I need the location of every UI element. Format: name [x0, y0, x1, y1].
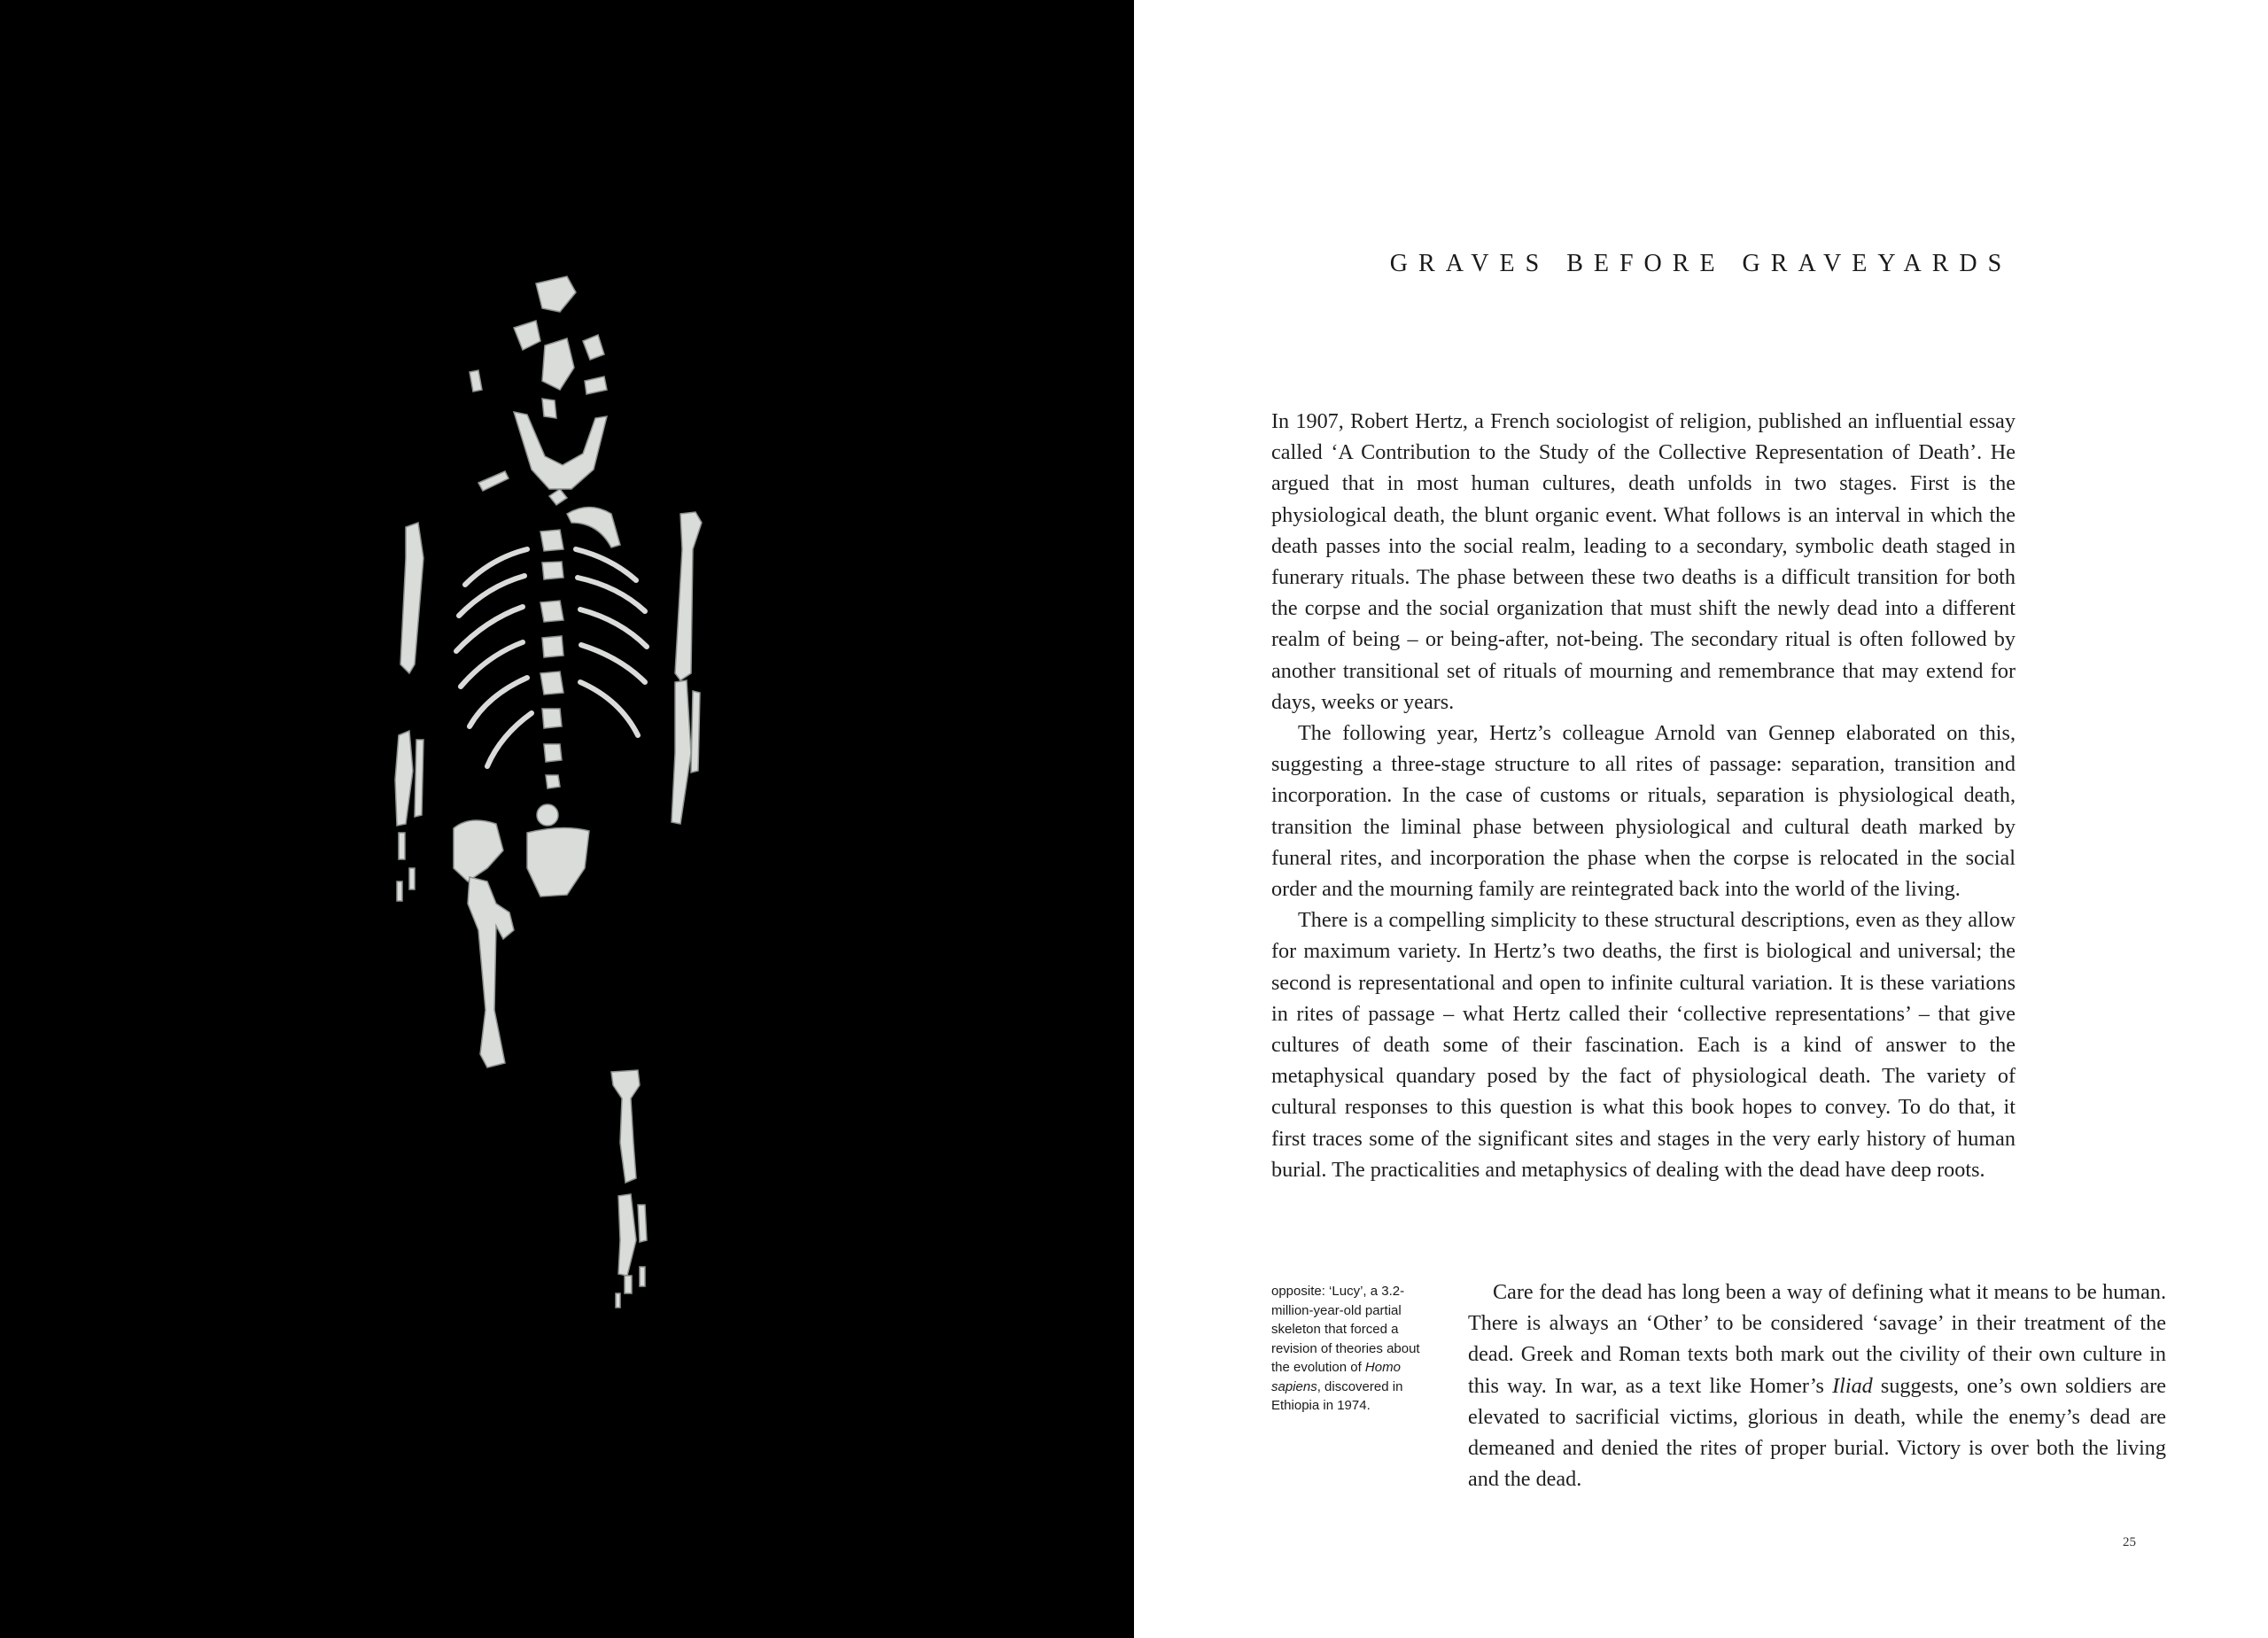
paragraph-text: Care for the dead has long been a way of defining what it means to be human. There is always an ‘Other’ to be considered ‘savage’ in their treatment of the dead. Greek and Roman texts both mark out the civility of their own culture in this way. In war, as a text like Homer’s — [1468, 1280, 2166, 1398]
caption-italic: Homo sapiens — [1271, 1360, 1401, 1394]
body-text — [1271, 406, 2016, 1185]
paragraph: The following year, Hertz’s colleague Arnold van Gennep elaborated on this, suggesting a three-stage structure to all rites of passage: separation, transition and incorporation. In the case of customs or rituals, separation is physiological death, transition the liminal phase between physiological and cultural death marked by funeral rites, and incorporation the phase when the corpse is relocated in the social order and the mourning family are reintegrated back into the world of the living. — [1271, 721, 2016, 902]
photo-caption — [1271, 1282, 1422, 1416]
page-number: 25 — [2123, 1535, 2136, 1549]
lucy-skeleton-photo — [354, 257, 762, 1311]
chapter-title: GRAVES BEFORE GRAVEYARDS — [1389, 250, 2013, 277]
paragraph: In 1907, Robert Hertz, a French sociologist of religion, published an influential essay called ‘A Contribution to the Study of the Collective Representation of Death’. He argued that in most human cultures, death unfolds in two stages. First is the physiological death, the blunt organic event. What follows is an interval in which the death passes into the social realm, leading to a secondary, symbolic death staged in funerary rituals. The phase between these two deaths is a difficult transition for both the corpse and the social organization that must shift the newly dead into a different realm of being – or being-after, not-being. The secondary ritual is often followed by another transitional set of rituals of mourning and remembrance that may extend for days, weeks or years. — [1271, 409, 2016, 714]
caption-text-end: , discovered in Ethiopia in 1974. — [1271, 1378, 1403, 1413]
last-paragraph — [1468, 1277, 2166, 1494]
paragraph: There is a compelling simplicity to these structural descriptions, even as they allow for maximum variety. In Hertz’s two deaths, the first is biological and universal; the second is representational and open to infinite cultural variation. It is these variations in rites of passage – what Hertz called their ‘collective representations’ – that give cultures of death some of their fascination. Each is a kind of answer to the metaphysical quandary posed by the fact of physiological death. The variety of cultural responses to this question is what this book hopes to convey. To do that, it first traces some of the significant sites and stages in the very early history of human burial. The practicalities and metaphysics of dealing with the dead have deep roots. — [1271, 908, 2016, 1182]
caption-text: opposite: ‘Lucy’, a 3.2-million-year-old partial skeleton that forced a revision of theories about the evolution of — [1271, 1284, 1420, 1375]
book-title-italic: Iliad — [1832, 1373, 1873, 1398]
paragraph-text-end: suggests, one’s own soldiers are elevated to sacrificial victims, glorious in death, while the enemy’s dead are demeaned and denied the rites of proper burial. Victory is over both the living and the dead. — [1468, 1373, 2166, 1492]
